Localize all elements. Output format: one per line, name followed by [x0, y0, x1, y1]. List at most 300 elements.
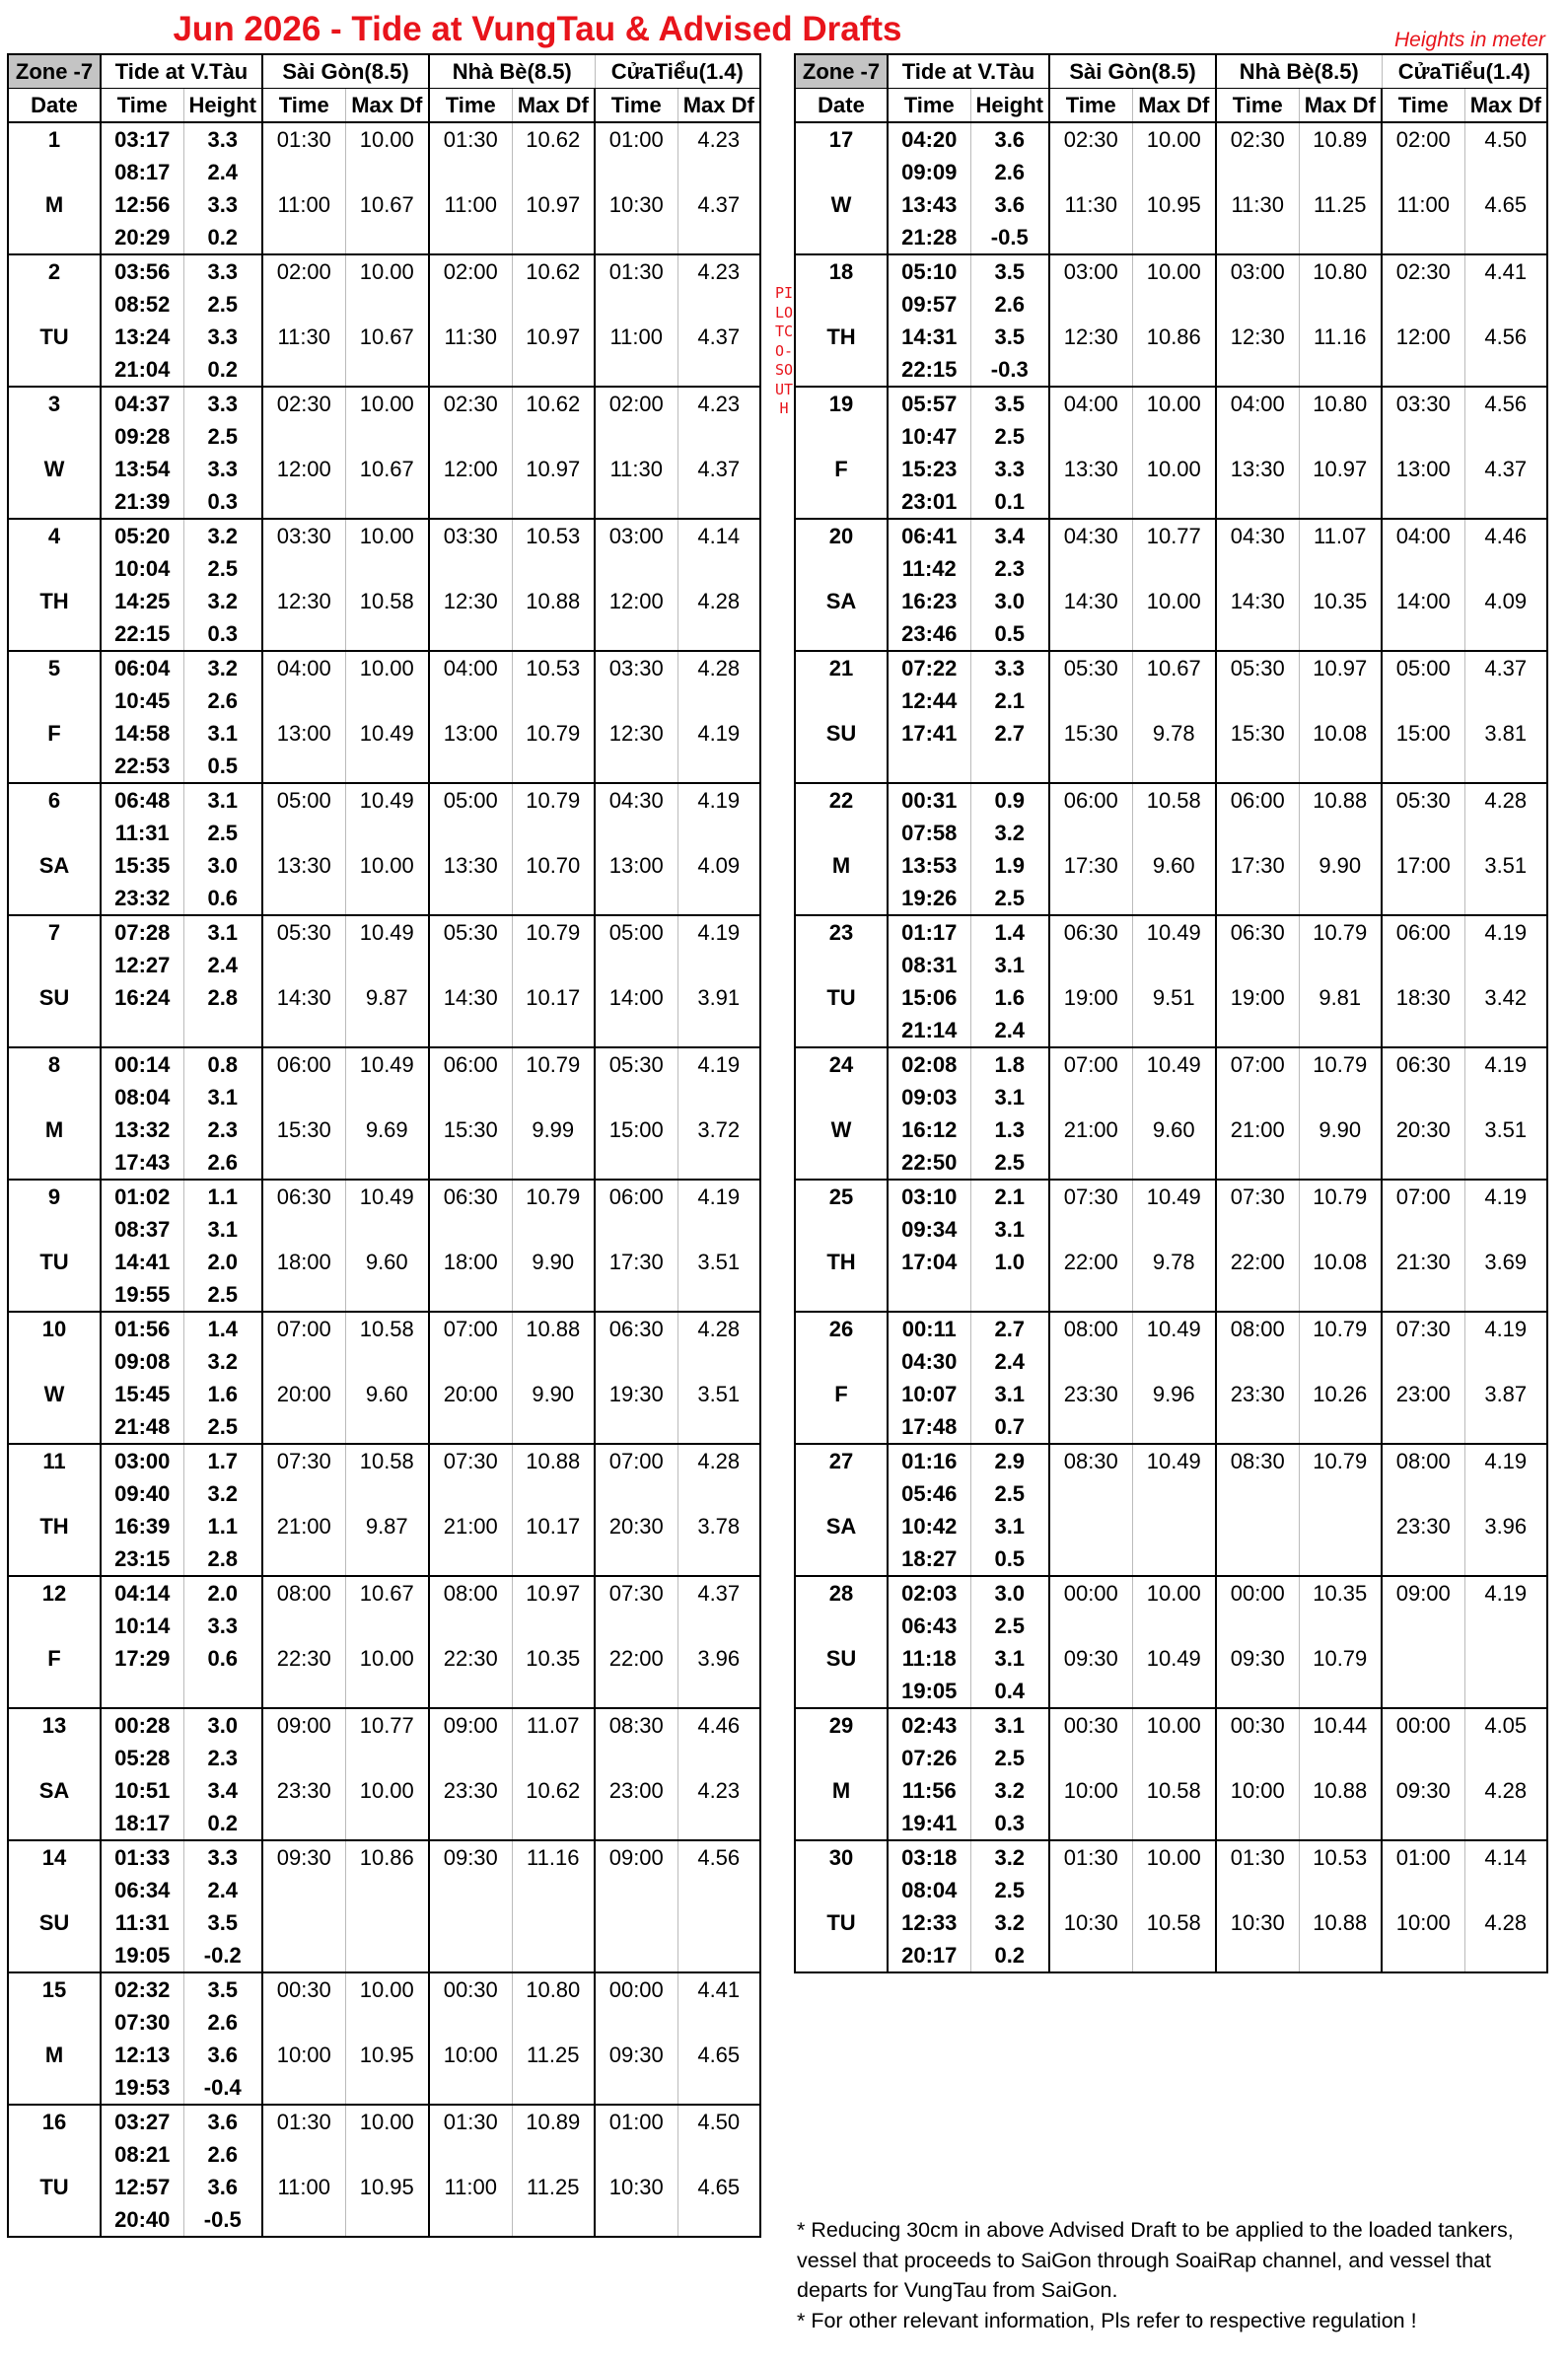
nhabe-time: 12:00 — [429, 453, 512, 485]
tide-height: 1.4 — [183, 1312, 262, 1345]
saigon-max-draft — [1132, 617, 1216, 651]
cuatieu-time — [595, 1906, 677, 1939]
cuatieu-time — [1382, 1345, 1464, 1378]
tide-time: 11:31 — [101, 1906, 183, 1939]
saigon-max-draft: 9.87 — [345, 1510, 429, 1542]
zone-header: Zone -7 — [795, 54, 888, 89]
saigon-time — [262, 1146, 345, 1180]
tide-height: 3.0 — [183, 1708, 262, 1742]
nhabe-max-draft — [1299, 949, 1382, 981]
saigon-max-draft: 10.58 — [1132, 1774, 1216, 1807]
nhabe-time — [1216, 1345, 1299, 1378]
tide-height: 3.2 — [970, 817, 1049, 849]
cuatieu-max-draft: 4.19 — [677, 1180, 760, 1213]
tide-height: 2.3 — [183, 1742, 262, 1774]
saigon-max-draft: 10.00 — [345, 254, 429, 288]
tide-height — [183, 1675, 262, 1708]
nhabe-max-draft — [512, 2006, 595, 2039]
nhabe-max-draft: 10.97 — [1299, 651, 1382, 684]
saigon-time — [262, 1081, 345, 1113]
saigon-max-draft — [345, 420, 429, 453]
saigon-max-draft — [1132, 1939, 1216, 1972]
footnotes — [797, 2215, 1556, 2335]
saigon-max-draft — [345, 1014, 429, 1047]
saigon-time — [1049, 684, 1132, 717]
day-of-week: M — [8, 1113, 101, 1146]
cuatieu-max-draft: 4.19 — [1464, 1180, 1547, 1213]
tide-time: 07:28 — [101, 915, 183, 949]
cuatieu-max-draft — [677, 1081, 760, 1113]
nhabe-time — [429, 1345, 512, 1378]
cuatieu-max-draft — [1464, 1081, 1547, 1113]
table-row — [795, 1444, 1547, 1477]
cuatieu-time — [595, 552, 677, 585]
cuatieu-max-draft: 4.09 — [677, 849, 760, 882]
tide-height: 3.0 — [970, 585, 1049, 617]
cuatieu-time — [1382, 1146, 1464, 1180]
nhabe-time: 01:30 — [429, 122, 512, 156]
cuatieu-time — [595, 1542, 677, 1576]
nhabe-time — [1216, 750, 1299, 783]
cuatieu-time: 03:00 — [595, 519, 677, 552]
saigon-max-draft: 9.87 — [345, 981, 429, 1014]
nhabe-time — [1216, 1807, 1299, 1840]
cuatieu-max-draft — [677, 1477, 760, 1510]
tide-time: 17:48 — [888, 1410, 970, 1444]
tide-time: 12:56 — [101, 188, 183, 221]
cuatieu-time: 01:00 — [595, 2105, 677, 2138]
nhabe-max-draft — [512, 1906, 595, 1939]
saigon-max-draft — [1132, 1477, 1216, 1510]
tide-height: 3.6 — [970, 122, 1049, 156]
day-of-week: SU — [8, 1906, 101, 1939]
cuatieu-time — [1382, 1807, 1464, 1840]
day-number — [8, 1874, 101, 1906]
day-number: 4 — [8, 519, 101, 552]
nhabe-time: 21:00 — [1216, 1113, 1299, 1146]
day-of-week: M — [8, 188, 101, 221]
saigon-time: 21:00 — [1049, 1113, 1132, 1146]
table-row — [795, 188, 1547, 221]
saigon-time — [262, 750, 345, 783]
saigon-time: 03:00 — [1049, 254, 1132, 288]
cuatieu-max-draft — [677, 156, 760, 188]
nhabe-max-draft: 10.62 — [512, 122, 595, 156]
cuatieu-max-draft — [677, 1146, 760, 1180]
nhabe-time — [429, 1742, 512, 1774]
saigon-time — [1049, 221, 1132, 254]
tide-time: 17:41 — [888, 717, 970, 750]
nhabe-time: 11:00 — [429, 188, 512, 221]
cuatieu-max-draft: 4.50 — [677, 2105, 760, 2138]
saigon-time: 11:00 — [262, 188, 345, 221]
nhabe-max-draft: 10.53 — [1299, 1840, 1382, 1874]
nhabe-time — [1216, 221, 1299, 254]
tide-time: 08:37 — [101, 1213, 183, 1246]
tide-height: -0.3 — [970, 353, 1049, 387]
nhabe-max-draft — [1299, 1610, 1382, 1642]
saigon-time — [1049, 1146, 1132, 1180]
cuatieu-time: 07:30 — [1382, 1312, 1464, 1345]
nhabe-max-draft — [1299, 882, 1382, 915]
nhabe-max-draft: 11.16 — [1299, 321, 1382, 353]
saigon-time: 06:30 — [262, 1180, 345, 1213]
tide-height: 3.1 — [183, 783, 262, 817]
cuatieu-time — [595, 1477, 677, 1510]
saigon-max-draft — [345, 552, 429, 585]
tide-height: 0.9 — [970, 783, 1049, 817]
nhabe-time — [429, 221, 512, 254]
table-row — [8, 1576, 760, 1610]
saigon-time: 09:30 — [1049, 1642, 1132, 1675]
table-row — [795, 617, 1547, 651]
nhabe-max-draft — [512, 1081, 595, 1113]
cuatieu-max-draft — [1464, 1874, 1547, 1906]
cuatieu-max-draft — [1464, 684, 1547, 717]
nhabe-time — [1216, 288, 1299, 321]
nhabe-max-draft: 10.79 — [512, 1180, 595, 1213]
tide-height: 2.4 — [183, 156, 262, 188]
nhabe-time — [1216, 1146, 1299, 1180]
cuatieu-max-draft: 3.72 — [677, 1113, 760, 1146]
day-number: 19 — [795, 387, 888, 420]
saigon-max-draft: 10.00 — [1132, 387, 1216, 420]
saigon-max-draft — [1132, 1345, 1216, 1378]
tide-height: 2.5 — [183, 817, 262, 849]
tide-height: 2.0 — [183, 1246, 262, 1278]
nhabe-max-draft: 10.80 — [1299, 254, 1382, 288]
cuatieu-time: 02:00 — [595, 387, 677, 420]
cuatieu-time: 06:30 — [595, 1312, 677, 1345]
tide-height: 3.2 — [970, 1906, 1049, 1939]
nhabe-time — [429, 1906, 512, 1939]
saigon-max-draft: 10.58 — [345, 585, 429, 617]
nhabe-max-draft — [1299, 684, 1382, 717]
tide-time — [888, 750, 970, 783]
cuatieu-max-draft: 4.65 — [1464, 188, 1547, 221]
tide-time: 14:41 — [101, 1246, 183, 1278]
tide-table-body — [8, 122, 760, 2237]
saigon-time — [1049, 1410, 1132, 1444]
tide-time: 10:07 — [888, 1378, 970, 1410]
tide-height: 3.4 — [183, 1774, 262, 1807]
nhabe-max-draft — [512, 1610, 595, 1642]
tide-time: 16:24 — [101, 981, 183, 1014]
table-row — [8, 1972, 760, 2006]
saigon-time: 13:30 — [1049, 453, 1132, 485]
tide-height: 3.1 — [183, 717, 262, 750]
nhabe-max-draft — [1299, 1807, 1382, 1840]
day-number: 18 — [795, 254, 888, 288]
nhabe-max-draft — [512, 156, 595, 188]
day-number — [8, 1610, 101, 1642]
day-of-week: F — [795, 1378, 888, 1410]
cuatieu-time — [595, 1939, 677, 1972]
cuatieu-max-draft: 4.41 — [1464, 254, 1547, 288]
day-of-week: SA — [795, 585, 888, 617]
day-number — [795, 1014, 888, 1047]
side-label: PILOTCO-SOUTH — [774, 284, 794, 417]
table-row — [8, 1345, 760, 1378]
nhabe-time — [1216, 1874, 1299, 1906]
table-row — [8, 254, 760, 288]
date-col-header: Date — [8, 89, 101, 123]
saigon-max-draft — [1132, 1014, 1216, 1047]
tide-time: 04:20 — [888, 122, 970, 156]
cuatieu-time: 02:00 — [1382, 122, 1464, 156]
tide-height: 0.2 — [183, 1807, 262, 1840]
tide-height: 2.4 — [970, 1014, 1049, 1047]
tide-time: 14:58 — [101, 717, 183, 750]
day-number — [8, 1278, 101, 1312]
nhabe-max-draft: 10.89 — [1299, 122, 1382, 156]
saigon-time: 22:00 — [1049, 1246, 1132, 1278]
cuatieu-time: 04:00 — [1382, 519, 1464, 552]
tide-time: 20:17 — [888, 1939, 970, 1972]
nhabe-time: 05:30 — [429, 915, 512, 949]
nhabe-max-draft: 10.88 — [1299, 1774, 1382, 1807]
cuatieu-max-draft — [677, 552, 760, 585]
nhabe-max-draft: 10.08 — [1299, 1246, 1382, 1278]
tide-time: 20:29 — [101, 221, 183, 254]
tide-height: 2.1 — [970, 1180, 1049, 1213]
saigon-max-draft: 9.60 — [345, 1246, 429, 1278]
day-number — [8, 1081, 101, 1113]
table-row — [8, 1742, 760, 1774]
tide-height: 3.0 — [183, 849, 262, 882]
tide-height: 3.3 — [970, 651, 1049, 684]
nhabe-max-draft — [1299, 288, 1382, 321]
saigon-time: 10:30 — [1049, 1906, 1132, 1939]
time-col-header: Time — [1049, 89, 1132, 123]
saigon-max-draft — [1132, 1146, 1216, 1180]
saigon-time — [262, 1213, 345, 1246]
tide-time: 07:26 — [888, 1742, 970, 1774]
tide-time: 15:45 — [101, 1378, 183, 1410]
day-number — [8, 1742, 101, 1774]
cuatieu-time — [595, 1410, 677, 1444]
nhabe-time — [429, 1939, 512, 1972]
cuatieu-header: CửaTiểu(1.4) — [595, 54, 760, 89]
saigon-max-draft — [1132, 1081, 1216, 1113]
cuatieu-max-draft — [1464, 949, 1547, 981]
day-of-week: SA — [8, 1774, 101, 1807]
table-row — [795, 585, 1547, 617]
day-number — [8, 1410, 101, 1444]
saigon-time: 04:00 — [262, 651, 345, 684]
nhabe-max-draft — [1299, 1510, 1382, 1542]
tide-height: 1.3 — [970, 1113, 1049, 1146]
table-row — [8, 2071, 760, 2105]
nhabe-time: 10:30 — [1216, 1906, 1299, 1939]
saigon-max-draft — [345, 485, 429, 519]
nhabe-time: 12:30 — [429, 585, 512, 617]
day-number — [795, 1939, 888, 1972]
tide-time — [888, 1278, 970, 1312]
tide-height: 2.3 — [183, 1113, 262, 1146]
tide-time: 15:35 — [101, 849, 183, 882]
nhabe-max-draft: 10.79 — [512, 717, 595, 750]
saigon-max-draft: 10.67 — [345, 453, 429, 485]
nhabe-time — [1216, 1278, 1299, 1312]
tide-time: 08:31 — [888, 949, 970, 981]
tide-time: 00:11 — [888, 1312, 970, 1345]
nhabe-max-draft — [512, 1345, 595, 1378]
tide-time: 22:15 — [101, 617, 183, 651]
saigon-max-draft — [345, 949, 429, 981]
nhabe-max-draft — [512, 817, 595, 849]
table-row — [8, 1642, 760, 1675]
day-number: 24 — [795, 1047, 888, 1081]
saigon-max-draft — [1132, 949, 1216, 981]
tide-time: 19:05 — [101, 1939, 183, 1972]
table-row — [795, 717, 1547, 750]
nhabe-time: 09:30 — [1216, 1642, 1299, 1675]
day-number: 21 — [795, 651, 888, 684]
nhabe-time: 22:30 — [429, 1642, 512, 1675]
nhabe-time: 01:30 — [429, 2105, 512, 2138]
nhabe-max-draft — [1299, 1345, 1382, 1378]
cuatieu-max-draft: 4.28 — [677, 1312, 760, 1345]
nhabe-max-draft: 10.80 — [512, 1972, 595, 2006]
nhabe-max-draft — [512, 1807, 595, 1840]
day-number: 11 — [8, 1444, 101, 1477]
nhabe-max-draft: 10.79 — [1299, 915, 1382, 949]
table-row — [8, 2006, 760, 2039]
tide-time: 02:32 — [101, 1972, 183, 2006]
table-row — [8, 353, 760, 387]
nhabe-max-draft: 9.90 — [512, 1246, 595, 1278]
tide-time: 09:28 — [101, 420, 183, 453]
cuatieu-max-draft — [677, 1807, 760, 1840]
cuatieu-time — [595, 949, 677, 981]
cuatieu-max-draft: 4.56 — [677, 1840, 760, 1874]
table-row — [795, 519, 1547, 552]
cuatieu-time — [595, 1675, 677, 1708]
nhabe-max-draft: 10.26 — [1299, 1378, 1382, 1410]
nhabe-max-draft — [512, 1278, 595, 1312]
table-row — [8, 1939, 760, 1972]
tide-height: 3.3 — [183, 1610, 262, 1642]
nhabe-time — [429, 1014, 512, 1047]
tide-height: 0.3 — [183, 617, 262, 651]
time-col-header: Time — [1216, 89, 1299, 123]
tide-height: 2.9 — [970, 1444, 1049, 1477]
saigon-max-draft — [1132, 1542, 1216, 1576]
saigon-time: 04:30 — [1049, 519, 1132, 552]
cuatieu-time: 07:30 — [595, 1576, 677, 1610]
cuatieu-time: 11:00 — [1382, 188, 1464, 221]
time-col-header: Time — [429, 89, 512, 123]
cuatieu-time — [595, 1807, 677, 1840]
saigon-time — [262, 1477, 345, 1510]
tide-height: 2.6 — [970, 288, 1049, 321]
tide-height: 1.1 — [183, 1180, 262, 1213]
saigon-max-draft: 10.49 — [1132, 915, 1216, 949]
tide-height — [183, 1014, 262, 1047]
cuatieu-time — [595, 485, 677, 519]
day-number: 26 — [795, 1312, 888, 1345]
saigon-time — [262, 1410, 345, 1444]
saigon-max-draft — [1132, 1510, 1216, 1542]
cuatieu-time: 07:00 — [1382, 1180, 1464, 1213]
nhabe-time: 01:30 — [1216, 1840, 1299, 1874]
tide-time: 04:37 — [101, 387, 183, 420]
nhabe-time: 05:00 — [429, 783, 512, 817]
saigon-max-draft: 10.00 — [1132, 453, 1216, 485]
tide-height: 2.5 — [970, 1874, 1049, 1906]
tide-height: 3.1 — [183, 1081, 262, 1113]
nhabe-time: 06:30 — [429, 1180, 512, 1213]
saigon-time: 08:00 — [262, 1576, 345, 1610]
nhabe-time: 03:00 — [1216, 254, 1299, 288]
saigon-max-draft — [1132, 1742, 1216, 1774]
saigon-max-draft: 10.00 — [345, 1972, 429, 2006]
cuatieu-time — [595, 1874, 677, 1906]
cuatieu-time: 12:30 — [595, 717, 677, 750]
day-number: 13 — [8, 1708, 101, 1742]
day-number: 28 — [795, 1576, 888, 1610]
saigon-time — [1049, 552, 1132, 585]
saigon-max-draft — [1132, 1410, 1216, 1444]
nhabe-max-draft — [1299, 1081, 1382, 1113]
tide-time: 10:04 — [101, 552, 183, 585]
cuatieu-time: 05:30 — [595, 1047, 677, 1081]
tide-height: 2.5 — [183, 288, 262, 321]
nhabe-max-draft — [512, 1742, 595, 1774]
table-row — [795, 1708, 1547, 1742]
saigon-time — [262, 2203, 345, 2237]
tide-height: 2.6 — [183, 2006, 262, 2039]
nhabe-max-draft: 10.44 — [1299, 1708, 1382, 1742]
cuatieu-time: 09:30 — [1382, 1774, 1464, 1807]
table-row — [795, 387, 1547, 420]
day-number — [8, 1542, 101, 1576]
cuatieu-time: 15:00 — [595, 1113, 677, 1146]
cuatieu-time — [595, 750, 677, 783]
tide-height: 2.5 — [970, 1742, 1049, 1774]
tide-height: 2.7 — [970, 1312, 1049, 1345]
table-row — [8, 1047, 760, 1081]
nhabe-time — [429, 1278, 512, 1312]
tide-height: 0.4 — [970, 1675, 1049, 1708]
table-row — [8, 1774, 760, 1807]
tide-height: 3.6 — [970, 188, 1049, 221]
day-number — [8, 949, 101, 981]
nhabe-max-draft — [512, 1675, 595, 1708]
saigon-time: 14:30 — [262, 981, 345, 1014]
table-row — [8, 453, 760, 485]
tide-header: Tide at V.Tàu — [888, 54, 1049, 89]
nhabe-time — [1216, 1014, 1299, 1047]
table-row — [8, 387, 760, 420]
nhabe-max-draft: 10.88 — [1299, 783, 1382, 817]
day-number — [795, 750, 888, 783]
saigon-time: 11:30 — [262, 321, 345, 353]
cuatieu-time: 06:30 — [1382, 1047, 1464, 1081]
cuatieu-time: 20:30 — [1382, 1113, 1464, 1146]
table-row — [795, 1213, 1547, 1246]
table-row — [8, 221, 760, 254]
time-col-header: Time — [262, 89, 345, 123]
tide-time: 02:03 — [888, 1576, 970, 1610]
day-number — [8, 1477, 101, 1510]
cuatieu-max-draft: 3.51 — [1464, 1113, 1547, 1146]
table-row — [795, 485, 1547, 519]
nhabe-time: 20:00 — [429, 1378, 512, 1410]
tide-time: 09:40 — [101, 1477, 183, 1510]
tide-height: 2.6 — [970, 156, 1049, 188]
